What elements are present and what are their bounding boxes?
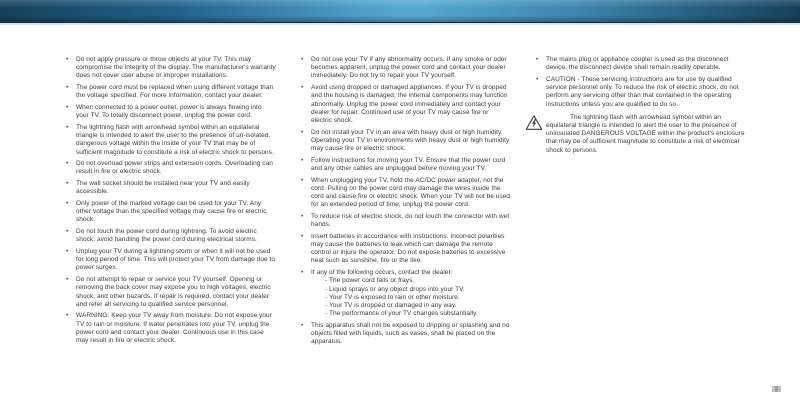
safety-item: • The lightning flash with arrowhead symbol within an equilateral triangle is intended to alert the user to the presence of un-isolated, dangerous voltage within the inside of your TV that may be of sufficient magnitude to constitute a risk of electric shock to persons. xyxy=(64,124,276,157)
safety-item: • Do not attempt to repair or service your TV yourself. Opening or removing the back cover may expose you to high voltages, electric shock, and other hazards. If repair is required, contact your dealer and refer all servicing to qualified service personnel. xyxy=(64,276,276,309)
safety-item-text: If any of the following occurs, contact the dealer: xyxy=(311,269,453,277)
page-number-mark xyxy=(772,386,781,392)
sublist-item: - Your TV is exposed to rain or other moisture. xyxy=(325,293,460,301)
safety-item: • This apparatus shall not be exposed to dripping or splashing and no objects filled with liquids, such as vases, shall be placed on the apparatus. xyxy=(299,322,511,347)
sublist-item: - The power cord fails or frays. xyxy=(325,277,415,285)
safety-column-1 xyxy=(64,56,276,350)
safety-item: • Do not apply pressure or throw objects at your TV. This may compromise the integrity of the display. The manufacturer's warranty does not cover user abuse or improper installations. xyxy=(64,56,276,81)
dangerous-voltage-note-text: The lightning flash with arrowhead symbol within an equilateral triangle is intended to alert the user to the presence of uninsulated DANGEROUS VOLTAGE within the product's enclosure that may be of sufficient magnitude to constitute a risk of electrical shock to persons. xyxy=(546,113,745,154)
safety-item: • Do not touch the power cord during lightning. To avoid electric shock, avoid handling the power cord during electrical storms. xyxy=(64,228,276,244)
safety-item: • Insert batteries in accordance with instructions. Incorrect polarities may cause the batteries to leak which can damage the remote control or injure the operator. Do not expose batteries to excessive heat such as sunshine, fire or the like. xyxy=(299,233,511,266)
sublist-item: - Your TV is dropped or damaged in any way. xyxy=(325,301,457,309)
sublist-item: - Liquid sprays or any object drops into your TV. xyxy=(325,285,465,293)
safety-column-3 xyxy=(534,56,746,350)
safety-item: • Do not use your TV if any abnormality occurs. If any smoke or odor becomes apparent, unplug the power cord and contact your dealer immediately. Do not try to repair your TV yourself. xyxy=(299,56,511,81)
safety-instructions xyxy=(64,56,746,350)
safety-item: • Do not overload power strips and extension cords. Overloading can result in fire or electric shock. xyxy=(64,160,276,176)
safety-item: • Follow instructions for moving your TV. Ensure that the power cord and any other cables are unplugged before moving your TV. xyxy=(299,157,511,173)
dangerous-voltage-note xyxy=(534,114,746,155)
safety-item-warning: • WARNING: Keep your TV away from moisture. Do not expose your TV to rain or moisture. If water penetrates into your TV, unplug the power cord and contact your dealer. Continuous use in this case may result in fire or electric shock. xyxy=(64,312,276,345)
safety-item: • Unplug your TV during a lightning storm or when it will not be used for long period of time. This will protect your TV from damage due to power surges. xyxy=(64,248,276,273)
safety-item: • When unplugging your TV, hold the AC/DC power adapter, not the cord. Pulling on the power cord may damage the wires inside the cord and cause fire or electric shock. When your TV will not be used for an extended period of time, unplug the power cord. xyxy=(299,177,511,210)
safety-item: • To reduce risk of electric shock, do not touch the connector with wet hands. xyxy=(299,213,511,229)
safety-column-2 xyxy=(299,56,511,350)
warning-triangle-lightning-icon xyxy=(525,114,543,131)
safety-item: • The mains plug or appliance coupler is used as the disconnect device, the disconnect device shall remain readily operable. xyxy=(534,56,746,72)
safety-item: • Do not install your TV in an area with heavy dust or high humidity. Operating your TV in environments with heavy dust or high humidity may cause fire or electric shock. xyxy=(299,129,511,154)
safety-item: • The power cord must be replaced when using different voltage than the voltage specified. For more information, contact your dealer. xyxy=(64,84,276,100)
safety-item-with-sublist xyxy=(299,269,511,318)
safety-item: • Only power of the marked voltage can be used for your TV. Any other voltage than the specified voltage may cause fire or electric shock. xyxy=(64,200,276,225)
safety-item-caution: • CAUTION - These servicing instructions are for use by qualified service personnel only. To reduce the risk of electric shock, do not perform any servicing other than that contained in the operating instructions unless you are qualified to do so. xyxy=(534,76,746,109)
sublist-item: - The performance of your TV changes substantially. xyxy=(325,310,478,318)
safety-item: • The wall socket should be installed near your TV and easily accessible. xyxy=(64,180,276,196)
safety-item: • When connected to a power outlet, power is always flowing into your TV. To totally disconnect power, unplug the power cord. xyxy=(64,104,276,120)
safety-item: • Avoid using dropped or damaged appliances. If your TV is dropped and the housing is damaged, the internal components may function abnormally. Unplug the power cord immediately and contact your dealer for repair. Continued use of your TV may cause fire or electric shock. xyxy=(299,84,511,125)
header-bar xyxy=(0,0,800,22)
safety-column-3-list xyxy=(534,56,746,109)
